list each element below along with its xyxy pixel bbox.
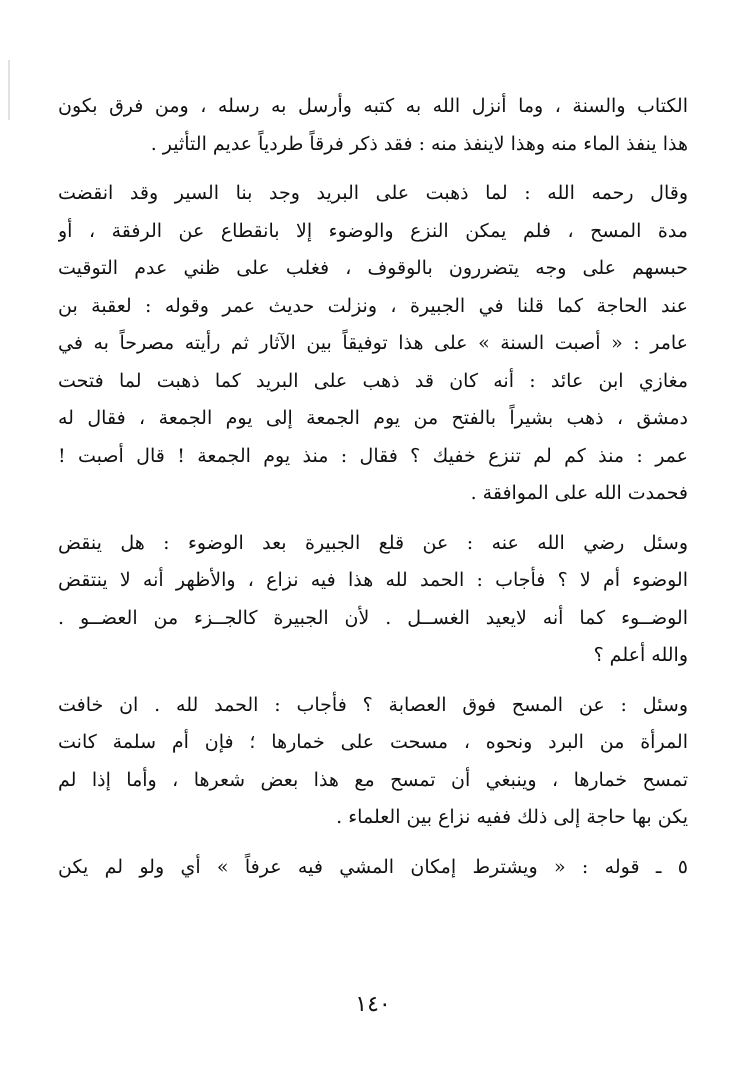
text-line: فحمدت الله على الموافقة .: [470, 482, 688, 504]
text-line: يكن بها حاجة إلى ذلك ففيه نزاع بين العلماء .: [336, 806, 688, 828]
text-line: عند الحاجة كما قلنا في الجبيرة ، ونزلت حديث عمر وقوله : لعقبة بن: [58, 294, 688, 317]
text-line: وسئل : عن المسح فوق العصابة ؟ فأجاب : الحمد لله . ان خافت: [58, 693, 688, 716]
scan-edge-mark: [8, 60, 10, 120]
paragraph-4: [58, 687, 688, 837]
text-line: وقال رحمه الله : لما ذهبت على البريد وجد بنا السير وقد انقضت: [58, 182, 688, 204]
text-line: ٥ ـ قوله : « ويشترط إمكان المشي فيه عرفاً » أي ولو لم يكن: [58, 855, 688, 878]
paragraph-5: [58, 849, 688, 887]
text-line: دمشق ، ذهب بشيراً بالفتح من يوم الجمعة إلى يوم الجمعة ، فقال له: [58, 407, 688, 429]
text-line: حبسهم على وجه يتضررون بالوقوف ، فغلب على ظني عدم التوقيت: [58, 257, 688, 279]
text-line: الكتاب والسنة ، وما أنزل الله به كتبه وأرسل به رسله ، ومن فرق بكون: [58, 95, 688, 117]
text-line: مدة المسح ، فلم يمكن النزع والوضوء إلا بانقطاع عن الرفقة ، أو: [58, 219, 688, 242]
paragraph-1: [58, 88, 688, 163]
text-line: عمر : منذ كم لم تنزع خفيك ؟ فقال : منذ يوم الجمعة ! قال أصبت !: [58, 444, 688, 467]
text-line: والله أعلم ؟: [593, 644, 688, 666]
paragraph-3: [58, 525, 688, 675]
page-body: [58, 88, 688, 886]
paragraph-2: [58, 175, 688, 513]
text-line: الوضــوء كما أنه لايعيد الغســل . لأن الجبيرة كالجــزء من العضــو .: [58, 606, 688, 629]
text-line: الوضوء أم لا ؟ فأجاب : الحمد لله هذا فيه نزاع ، والأظهر أنه لا ينتقض: [58, 569, 688, 591]
text-line: المرأة من البرد ونحوه ، مسحت على خمارها ؛ فإن أم سلمة كانت: [58, 731, 688, 753]
text-line: هذا ينفذ الماء منه وهذا لاينفذ منه : فقد ذكر فرقاً طردياً عديم التأثير .: [150, 132, 688, 155]
page-number: ١٤٠: [355, 992, 391, 1017]
text-line: مغازي ابن عائد : أنه كان قد ذهب على البريد كما ذهبت لما فتحت: [58, 369, 688, 392]
text-line: عامر : « أصبت السنة » على هذا توفيقاً بين الآثار ثم رأيته مصرحاً به في: [58, 332, 688, 354]
text-line: وسئل رضي الله عنه : عن قلع الجبيرة بعد الوضوء : هل ينقض: [58, 531, 688, 554]
text-line: تمسح خمارها ، وينبغي أن تمسح مع هذا بعض شعرها ، وأما إذا لم: [58, 768, 688, 791]
